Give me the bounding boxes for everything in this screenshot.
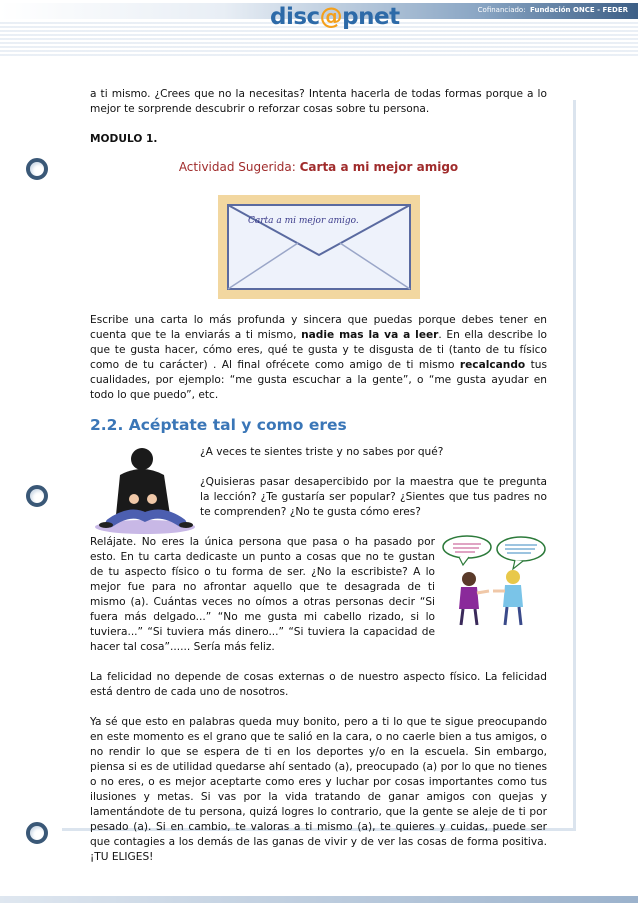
module-heading: MODULO 1. — [90, 133, 158, 145]
section-title: 2.2. Acéptate tal y como eres — [90, 416, 347, 434]
activity-title: Carta a mi mejor amigo — [299, 160, 459, 174]
page-frame-right — [573, 100, 576, 830]
document-body — [90, 87, 547, 880]
relax-paragraph: Relájate. No eres la única persona que pasa o ha pasado por esto. En tu carta dedicaste un punto a cosas que no te gustan de tu aspecto físico o tu forma de ser. ¿No la escribiste? A lo mejor fue para no afrontar aquello que te desagrada de ti mismo (a). Cuántas veces no oímos a otras personas decir “Si fuera más delgado...” “No me gusta mi cabello rizado, si lo tuviera...” “Si tuviera más dinero...” “Si tuviera la capacidad de hacer tal cosa”...... Sería más feliz. — [90, 536, 435, 653]
binder-ring-icon — [26, 158, 48, 180]
discapnet-logo: disc@pnet — [270, 4, 400, 30]
activity-heading — [90, 160, 547, 175]
closing-paragraph: Ya sé que esto en palabras queda muy bonito, pero a ti lo que te sigue preocupando en este momento es el grano que te salió en la cara, o no caerle bien a tus amigos, o no rendir lo que se espera de ti en los deportes y/o en la escuela. Sin embargo, piensa si es de utilidad quedarse ahí sentado (a), preocupado (a) por lo que no tienes o no eres, o es mejor aceptarte como eres y luchar por cosas importantes como tus ilusiones y metas. Si vas por la vida tratando de ganar amigos con quejas y lamentándote de tu persona, quizá logres lo contrario, que la gente se aleje de ti por pesado (a). Si en cambio, te valoras a ti mismo (a), te quieres y cuidas, puede ser que contagies a los demás de las ganas de vivir y de ver las cosas de forma positiva. ¡TU ELIGES! — [90, 716, 547, 863]
page-header — [0, 0, 638, 58]
binder-ring-icon — [26, 822, 48, 844]
letter-handwritten-text: Carta a mi mejor amigo. — [247, 216, 359, 226]
happiness-paragraph: La felicidad no depende de cosas externas o de nuestro aspecto físico. La felicidad está dentro de cada uno de nosotros. — [90, 671, 547, 698]
instructions-paragraph: Escribe una carta lo más profunda y sincera que puedas porque debes tener en cuenta que te la enviarás a ti mismo, nadie mas la va a leer. En ella describe lo que te gusta hacer, cómo eres, qué te gusta y te disgusta de ti (tanto de tu físico como de tu carácter) . Al final ofrécete como amigo de ti mismo recalcando tus cualidades, por ejemplo: “me gusta escuchar a la gente”, o “me gusta ayudar en todo lo que puedo”, etc. — [90, 314, 548, 401]
activity-label: Actividad Sugerida: — [178, 160, 296, 174]
envelope-letter-image — [218, 195, 420, 299]
page-footer-strip — [0, 896, 638, 903]
sad-boy-illustration — [90, 445, 200, 535]
intro-paragraph: a ti mismo. ¿Crees que no la necesitas? Intenta hacerla de todas formas porque a lo mejor te sorprende descubrir o reforzar cosas sobre tu persona. — [90, 88, 547, 115]
question-paragraph-2: ¿Quisieras pasar desapercibido por la maestra que te pregunta la lección? ¿Te gustaría ser popular? ¿Sientes que tus padres no te comprenden? ¿No te gusta cómo eres? — [200, 476, 547, 518]
binder-ring-icon — [26, 485, 48, 507]
question-paragraph-1: ¿A veces te sientes triste y no sabes por qué? — [200, 446, 444, 458]
talking-girls-illustration — [441, 535, 547, 627]
cofinanciado-label: Cofinanciado: Fundación ONCE - FEDER — [477, 6, 628, 14]
